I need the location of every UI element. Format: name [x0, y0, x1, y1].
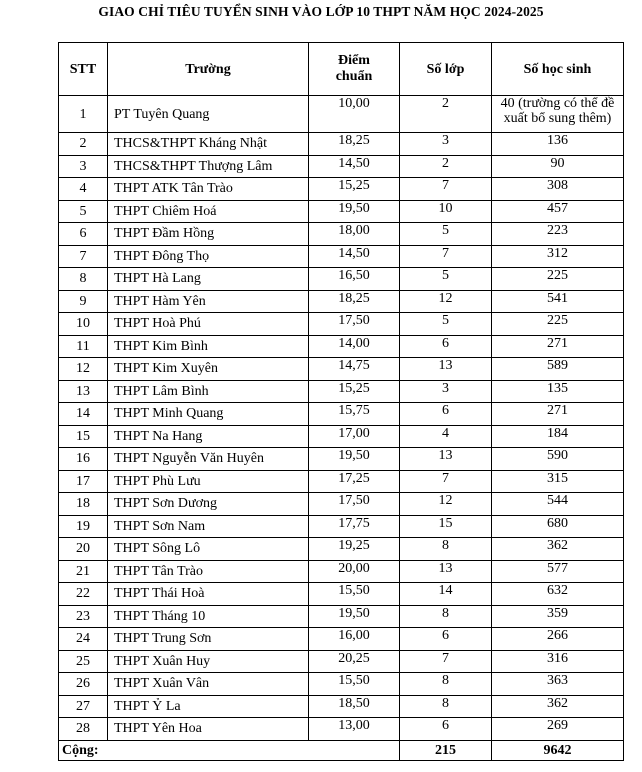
cell-truong: THPT Kim Xuyên [108, 358, 309, 381]
header-diem: Điểm chuẩn [309, 43, 400, 96]
table-row [59, 335, 624, 358]
cell-diem: 19,50 [309, 448, 400, 471]
cell-solop: 6 [400, 628, 492, 651]
table-row [59, 448, 624, 471]
table-row [59, 605, 624, 628]
cell-sohs: 312 [492, 245, 624, 268]
cell-diem: 19,50 [309, 200, 400, 223]
cell-stt: 20 [59, 538, 108, 561]
cell-diem: 19,25 [309, 538, 400, 561]
cell-truong: THPT Sông Lô [108, 538, 309, 561]
cell-diem: 18,25 [309, 133, 400, 156]
cell-diem: 13,00 [309, 718, 400, 741]
table-header-row [59, 43, 624, 96]
cell-truong: THPT Xuân Huy [108, 650, 309, 673]
cell-truong: THPT Ỷ La [108, 695, 309, 718]
cell-stt: 10 [59, 313, 108, 336]
cell-solop: 6 [400, 335, 492, 358]
cell-sohs: 184 [492, 425, 624, 448]
table-row [59, 673, 624, 696]
total-label: Cộng: [59, 740, 400, 760]
table-row [59, 493, 624, 516]
cell-truong: THPT Tháng 10 [108, 605, 309, 628]
cell-stt: 18 [59, 493, 108, 516]
cell-truong: THPT Yên Hoa [108, 718, 309, 741]
cell-solop: 13 [400, 560, 492, 583]
cell-solop: 13 [400, 448, 492, 471]
cell-diem: 15,75 [309, 403, 400, 426]
cell-stt: 4 [59, 178, 108, 201]
cell-sohs: 315 [492, 470, 624, 493]
cell-stt: 5 [59, 200, 108, 223]
cell-solop: 5 [400, 268, 492, 291]
cell-truong: THPT Nguyễn Văn Huyên [108, 448, 309, 471]
cell-stt: 22 [59, 583, 108, 606]
cell-stt: 26 [59, 673, 108, 696]
table-row [59, 200, 624, 223]
table-row [59, 470, 624, 493]
cell-stt: 27 [59, 695, 108, 718]
cell-sohs: 90 [492, 155, 624, 178]
total-solop: 215 [400, 740, 492, 760]
cell-diem: 15,25 [309, 380, 400, 403]
table-row [59, 560, 624, 583]
cell-sohs: 316 [492, 650, 624, 673]
cell-sohs: 269 [492, 718, 624, 741]
cell-stt: 8 [59, 268, 108, 291]
cell-truong: THPT Phù Lưu [108, 470, 309, 493]
cell-diem: 18,25 [309, 290, 400, 313]
table-row [59, 380, 624, 403]
cell-stt: 24 [59, 628, 108, 651]
table-row [59, 133, 624, 156]
table-row [59, 245, 624, 268]
cell-sohs: 457 [492, 200, 624, 223]
cell-stt: 6 [59, 223, 108, 246]
table-row [59, 178, 624, 201]
cell-truong: PT Tuyên Quang [108, 96, 309, 133]
cell-diem: 10,00 [309, 96, 400, 133]
cell-stt: 9 [59, 290, 108, 313]
cell-truong: THPT Thái Hoà [108, 583, 309, 606]
cell-solop: 8 [400, 605, 492, 628]
cell-stt: 17 [59, 470, 108, 493]
cell-sohs: 359 [492, 605, 624, 628]
table-body [59, 96, 624, 741]
cell-truong: THPT Na Hang [108, 425, 309, 448]
cell-diem: 15,25 [309, 178, 400, 201]
cell-solop: 5 [400, 223, 492, 246]
cell-truong: THCS&THPT Thượng Lâm [108, 155, 309, 178]
cell-solop: 5 [400, 313, 492, 336]
table-row [59, 313, 624, 336]
cell-solop: 13 [400, 358, 492, 381]
cell-diem: 17,50 [309, 493, 400, 516]
cell-sohs: 362 [492, 695, 624, 718]
cell-truong: THPT ATK Tân Trào [108, 178, 309, 201]
cell-sohs: 271 [492, 403, 624, 426]
table-row [59, 96, 624, 133]
cell-solop: 14 [400, 583, 492, 606]
cell-truong: THPT Chiêm Hoá [108, 200, 309, 223]
cell-stt: 25 [59, 650, 108, 673]
cell-sohs: 577 [492, 560, 624, 583]
cell-stt: 28 [59, 718, 108, 741]
cell-diem: 16,00 [309, 628, 400, 651]
table-row [59, 425, 624, 448]
cell-stt: 2 [59, 133, 108, 156]
cell-stt: 1 [59, 96, 108, 133]
cell-diem: 17,25 [309, 470, 400, 493]
cell-sohs: 135 [492, 380, 624, 403]
cell-truong: THPT Minh Quang [108, 403, 309, 426]
cell-solop: 4 [400, 425, 492, 448]
table-row [59, 403, 624, 426]
cell-truong: THPT Hoà Phú [108, 313, 309, 336]
cell-truong: THPT Kim Bình [108, 335, 309, 358]
cell-diem: 14,00 [309, 335, 400, 358]
cell-sohs: 544 [492, 493, 624, 516]
cell-truong: THPT Đông Thọ [108, 245, 309, 268]
cell-solop: 12 [400, 290, 492, 313]
table-row [59, 583, 624, 606]
cell-stt: 11 [59, 335, 108, 358]
cell-stt: 23 [59, 605, 108, 628]
cell-solop: 6 [400, 403, 492, 426]
cell-sohs: 363 [492, 673, 624, 696]
cell-diem: 15,50 [309, 583, 400, 606]
table-row [59, 718, 624, 741]
document-title: GIAO CHỈ TIÊU TUYỂN SINH VÀO LỚP 10 THPT NĂM HỌC 2024-2025 [98, 4, 544, 19]
cell-truong: THPT Sơn Dương [108, 493, 309, 516]
cell-truong: THPT Xuân Vân [108, 673, 309, 696]
cell-sohs: 225 [492, 313, 624, 336]
cell-diem: 17,50 [309, 313, 400, 336]
cell-truong: THPT Trung Sơn [108, 628, 309, 651]
cell-solop: 8 [400, 538, 492, 561]
cell-diem: 17,00 [309, 425, 400, 448]
cell-stt: 14 [59, 403, 108, 426]
cell-solop: 10 [400, 200, 492, 223]
cell-truong: THCS&THPT Kháng Nhật [108, 133, 309, 156]
header-stt: STT [59, 43, 108, 96]
cell-sohs: 589 [492, 358, 624, 381]
cell-sohs: 362 [492, 538, 624, 561]
cell-sohs: 308 [492, 178, 624, 201]
table-row [59, 628, 624, 651]
cell-diem: 14,50 [309, 245, 400, 268]
header-truong: Trường [108, 43, 309, 96]
table-row [59, 515, 624, 538]
cell-sohs: 266 [492, 628, 624, 651]
cell-stt: 13 [59, 380, 108, 403]
table-row [59, 223, 624, 246]
cell-truong: THPT Tân Trào [108, 560, 309, 583]
cell-solop: 7 [400, 245, 492, 268]
cell-solop: 7 [400, 650, 492, 673]
cell-truong: THPT Hàm Yên [108, 290, 309, 313]
cell-truong: THPT Sơn Nam [108, 515, 309, 538]
table-row [59, 538, 624, 561]
table-row [59, 695, 624, 718]
cell-solop: 12 [400, 493, 492, 516]
cell-sohs: 225 [492, 268, 624, 291]
cell-stt: 15 [59, 425, 108, 448]
cell-stt: 21 [59, 560, 108, 583]
cell-diem: 18,00 [309, 223, 400, 246]
cell-solop: 8 [400, 673, 492, 696]
cell-diem: 20,25 [309, 650, 400, 673]
cell-diem: 20,00 [309, 560, 400, 583]
cell-solop: 2 [400, 96, 492, 133]
total-sohs: 9642 [492, 740, 624, 760]
table-row [59, 358, 624, 381]
cell-stt: 12 [59, 358, 108, 381]
cell-diem: 14,75 [309, 358, 400, 381]
cell-stt: 16 [59, 448, 108, 471]
cell-stt: 3 [59, 155, 108, 178]
cell-stt: 7 [59, 245, 108, 268]
cell-solop: 2 [400, 155, 492, 178]
cell-truong: THPT Đầm Hồng [108, 223, 309, 246]
cell-solop: 6 [400, 718, 492, 741]
cell-solop: 7 [400, 178, 492, 201]
cell-sohs: 40 (trường có thể đề xuất bổ sung thêm) [492, 96, 624, 133]
cell-diem: 18,50 [309, 695, 400, 718]
cell-diem: 19,50 [309, 605, 400, 628]
cell-solop: 3 [400, 133, 492, 156]
table-row [59, 290, 624, 313]
cell-sohs: 136 [492, 133, 624, 156]
cell-diem: 16,50 [309, 268, 400, 291]
cell-sohs: 541 [492, 290, 624, 313]
cell-solop: 15 [400, 515, 492, 538]
cell-stt: 19 [59, 515, 108, 538]
cell-diem: 14,50 [309, 155, 400, 178]
cell-solop: 7 [400, 470, 492, 493]
cell-solop: 3 [400, 380, 492, 403]
cell-sohs: 590 [492, 448, 624, 471]
cell-sohs: 680 [492, 515, 624, 538]
header-solop: Số lớp [400, 43, 492, 96]
cell-diem: 17,75 [309, 515, 400, 538]
cell-sohs: 632 [492, 583, 624, 606]
cell-solop: 8 [400, 695, 492, 718]
cell-truong: THPT Hà Lang [108, 268, 309, 291]
cell-diem: 15,50 [309, 673, 400, 696]
table-row [59, 155, 624, 178]
table-row [59, 268, 624, 291]
cell-truong: THPT Lâm Bình [108, 380, 309, 403]
cell-sohs: 271 [492, 335, 624, 358]
table-row [59, 650, 624, 673]
total-row [59, 740, 624, 760]
cell-sohs: 223 [492, 223, 624, 246]
header-sohs: Số học sinh [492, 43, 624, 96]
quota-table [58, 42, 624, 761]
